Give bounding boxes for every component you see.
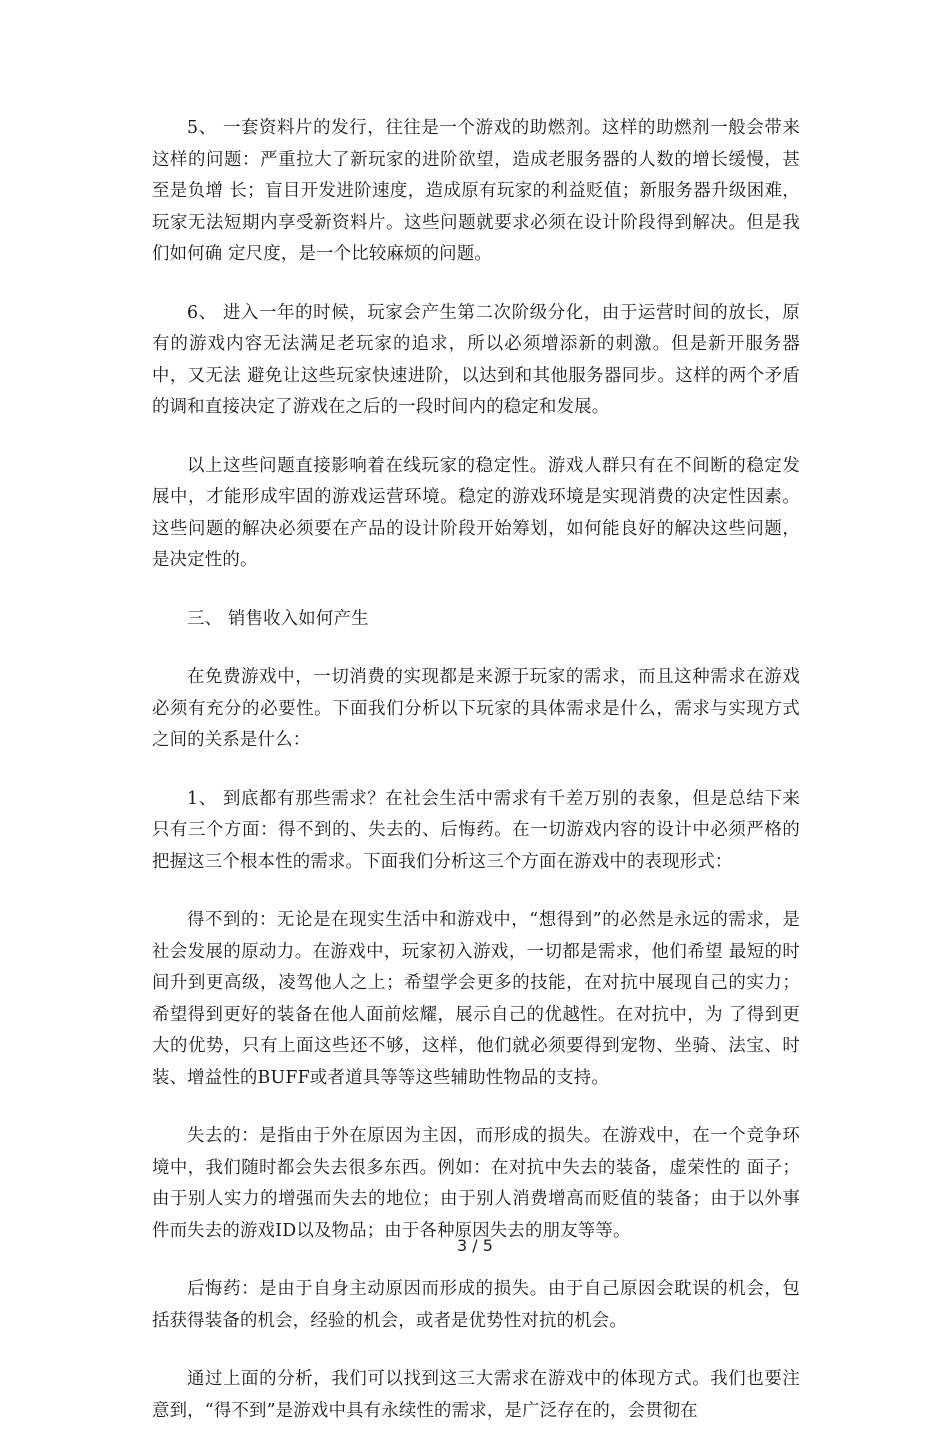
paragraph-item-1-needs: 1、 到底都有那些需求？在社会生活中需求有千差万别的表象，但是总结下来只有三个方面：得不到的、失去的、后悔药。在一切游戏内容的设计中必须严格的把握这三个根本性的需求。下面我们分析这三个方面在游戏中的表现形式： [152, 788, 800, 872]
paragraph-unobtained: 得不到的：无论是在现实生活中和游戏中，“想得到”的必然是永远的需求，是社会发展的原动力。在游戏中，玩家初入游戏，一切都是需求，他们希望 最短的时间升到更高级，凌驾他人之上；希望学会更多的技能，在对抗中展现自己的实力；希望得到更好的装备在他人面前炫耀，展示自己的优越性。在对抗中，为 了得到更大的优势，只有上面这些还不够，这样，他们就必须要得到宠物、坐骑、法宝、时装、增益性的BUFF或者道具等等这些辅助性物品的支持。 [152, 910, 800, 1088]
page-number: 3 / 5 [457, 1236, 493, 1255]
section-heading-sales-revenue: 三、 销售收入如何产生 [187, 608, 369, 629]
paragraph-regret: 后悔药：是由于自身主动原因而形成的损失。由于自己原因会耽误的机会，包括获得装备的机会，经验的机会，或者是优势性对抗的机会。 [152, 1279, 800, 1331]
paragraph-player-demand-intro: 在免费游戏中，一切消费的实现都是来源于玩家的需求，而且这种需求在游戏必须有充分的必要性。下面我们分析以下玩家的具体需求是什么，需求与实现方式之间的关系是什么： [152, 667, 800, 750]
paragraph-item-5-expansion: 5、 一套资料片的发行，往往是一个游戏的助燃剂。这样的助燃剂一般会带来这样的问题：严重拉大了新玩家的进阶欲望，造成老服务器的人数的增长缓慢，甚至是负增 长；盲目开发进阶速度，造成原有玩家的利益贬值；新服务器升级困难，玩家无法短期内享受新资料片。这些问题就要求必须在设计阶段得到解决。但是我们如何确 定尺度，是一个比较麻烦的问题。 [152, 118, 800, 264]
paragraph-item-6-first-year: 6、 进入一年的时候，玩家会产生第二次阶级分化，由于运营时间的放长，原有的游戏内容无法满足老玩家的追求，所以必须增添新的刺激。但是新开服务器中，又无法 避免让这些玩家快速进阶，以达到和其他服务器同步。这样的两个矛盾的调和直接决定了游戏在之后的一段时间内的稳定和发展。 [152, 302, 800, 417]
paragraph-stability-summary: 以上这些问题直接影响着在线玩家的稳定性。游戏人群只有在不间断的稳定发展中，才能形成牢固的游戏运营环境。稳定的游戏环境是实现消费的决定性因素。这些问题的解决必须要在产品的设计阶段开始筹划，如何能良好的解决这些问题，是决定性的。 [152, 455, 800, 570]
paragraph-analysis-conclusion: 通过上面的分析，我们可以找到这三大需求在游戏中的体现方式。我们也要注意到，“得不到”是游戏中具有永续性的需求，是广泛存在的，会贯彻在 [152, 1369, 800, 1421]
paragraph-lost: 失去的：是指由于外在原因为主因，而形成的损失。在游戏中，在一个竞争环境中，我们随时都会失去很多东西。例如：在对抗中失去的装备，虚荣性的 面子；由于别人实力的增强而失去的地位；由于别人消费增高而贬值的装备；由于以外事件而失去的游戏ID以及物品；由于各种原因失去的朋友等等。 [152, 1126, 800, 1241]
